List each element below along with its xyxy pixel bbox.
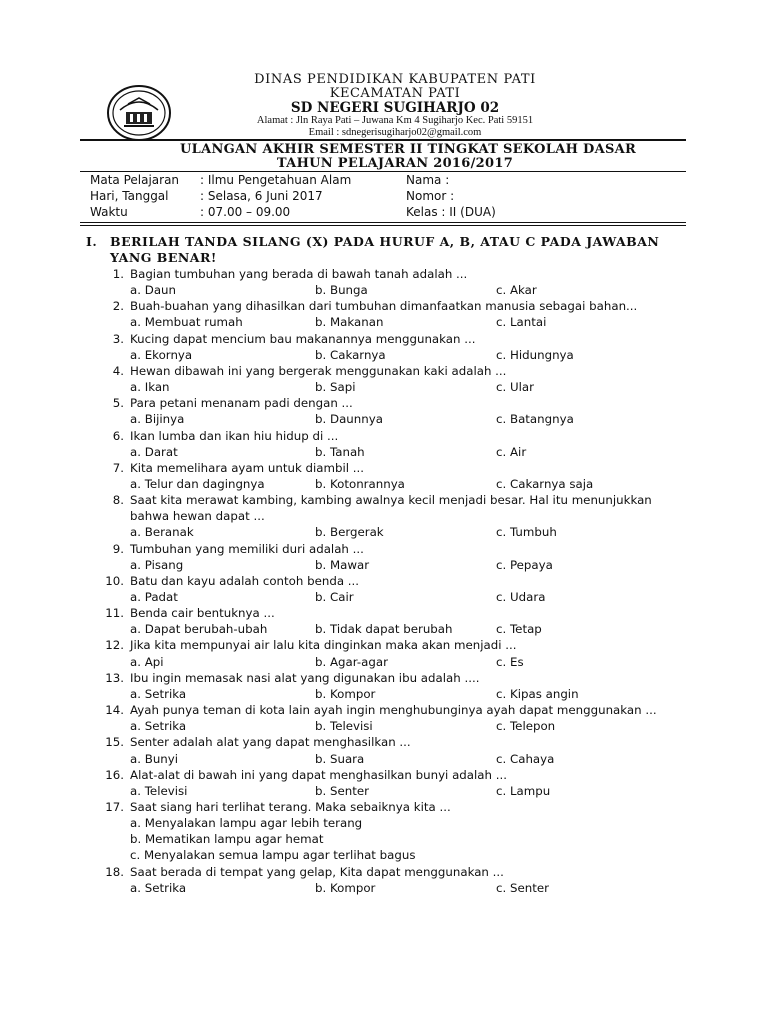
- section-number: I.: [86, 234, 98, 249]
- question-number: 11.: [105, 606, 124, 621]
- question-text: Batu dan kayu adalah contoh benda ...: [130, 573, 360, 588]
- header-district: KECAMATAN PATI: [329, 86, 461, 101]
- question-text: Ayah punya teman di kota lain ayah ingin menghubunginya ayah dapat menggunakan ...: [130, 703, 657, 718]
- question-text: Jika kita mempunyai air lalu kita dinginkan maka akan menjadi ...: [130, 638, 517, 653]
- answer-option: b. Bunga: [315, 283, 368, 298]
- class-label: Kelas : II (DUA): [406, 205, 496, 219]
- exam-title: ULANGAN AKHIR SEMESTER II TINGKAT SEKOLAH DASAR: [180, 142, 637, 157]
- question-number: 12.: [105, 638, 124, 653]
- answer-option: a. Setrika: [130, 686, 187, 701]
- question-number: 18.: [105, 864, 124, 879]
- answer-option: b. Tanah: [315, 444, 365, 459]
- question-text: Alat-alat di bawah ini yang dapat menghasilkan bunyi adalah ...: [130, 767, 508, 782]
- answer-option: b. Cair: [315, 590, 354, 604]
- exam-year: TAHUN PELAJARAN 2016/2017: [276, 156, 514, 171]
- question-number: 7.: [112, 460, 124, 475]
- answer-option: c. Cahaya: [496, 751, 555, 766]
- question-text: bahwa hewan dapat ...: [130, 509, 265, 524]
- answer-option: b. Mawar: [315, 557, 370, 572]
- question-number: 2.: [112, 299, 124, 314]
- answer-option: a. Menyalakan lampu agar lebih terang: [130, 816, 363, 831]
- answer-option: c. Telepon: [496, 719, 556, 734]
- answer-option: c. Tumbuh: [496, 525, 557, 540]
- question-number: 14.: [105, 703, 124, 718]
- district-seal-logo: [106, 84, 172, 142]
- question-text: Benda cair bentuknya ...: [130, 606, 275, 621]
- question-text: Ibu ingin memasak nasi alat yang digunakan ibu adalah ....: [130, 670, 480, 685]
- answer-option: b. Tidak dapat berubah: [315, 622, 453, 637]
- question-number: 13.: [105, 670, 124, 685]
- answer-option: b. Makanan: [315, 315, 384, 330]
- header-divider: [80, 139, 686, 141]
- answer-option: c. Air: [496, 444, 527, 459]
- answer-option: c. Menyalakan semua lampu agar terlihat bagus: [130, 848, 416, 863]
- answer-option: c. Kipas angin: [496, 686, 579, 701]
- question-number: 6.: [112, 428, 124, 443]
- question-text: Kita memelihara ayam untuk diambil ...: [130, 460, 365, 475]
- answer-option: c. Cakarnya saja: [496, 476, 594, 491]
- info-bottom-rule-2: [80, 225, 686, 226]
- answer-option: a. Dapat berubah-ubah: [130, 622, 268, 637]
- answer-option: a. Ekornya: [130, 347, 193, 362]
- question-number: 8.: [112, 493, 124, 508]
- answer-option: c. Hidungnya: [496, 347, 574, 362]
- time-label: Waktu: [90, 205, 128, 219]
- answer-option: a. Daun: [130, 283, 176, 298]
- answer-option: c. Senter: [496, 880, 549, 895]
- answer-option: a. Ikan: [130, 380, 170, 395]
- answer-option: a. Beranak: [130, 525, 194, 540]
- question-text: Saat kita merawat kambing, kambing awalnya kecil menjadi besar. Hal itu menunjukkan: [130, 493, 652, 508]
- question-text: Buah-buahan yang dihasilkan dari tumbuhan dimanfaatkan manusia sebagai bahan...: [130, 299, 638, 314]
- header-agency: DINAS PENDIDIKAN KABUPATEN PATI: [254, 72, 536, 87]
- question-number: 1.: [112, 267, 124, 281]
- answer-option: a. Membuat rumah: [130, 315, 243, 330]
- answer-option: a. Padat: [130, 590, 178, 604]
- answer-option: b. Kotonrannya: [315, 476, 405, 491]
- question-text: Saat siang hari terlihat terang. Maka sebaiknya kita ...: [130, 799, 451, 814]
- answer-option: b. Bergerak: [315, 525, 384, 540]
- answer-option: c. Batangnya: [496, 412, 574, 427]
- answer-option: b. Televisi: [315, 719, 373, 734]
- subject-value: : Ilmu Pengetahuan Alam: [200, 173, 352, 187]
- answer-option: a. Bijinya: [130, 412, 185, 427]
- header-address: Alamat : Jln Raya Pati – Juwana Km 4 Sugiharjo Kec. Pati 59151: [256, 115, 534, 126]
- subject-label: Mata Pelajaran: [90, 173, 180, 187]
- question-text: Senter adalah alat yang dapat menghasilkan ...: [130, 735, 411, 750]
- answer-option: a. Setrika: [130, 719, 187, 734]
- answer-option: b. Senter: [315, 783, 369, 798]
- answer-option: a. Pisang: [130, 557, 184, 572]
- question-text: Bagian tumbuhan yang berada di bawah tanah adalah ...: [130, 267, 468, 281]
- answer-option: a. Setrika: [130, 880, 187, 895]
- date-value: : Selasa, 6 Juni 2017: [200, 189, 323, 203]
- question-number: 4.: [112, 363, 124, 378]
- question-number: 10.: [105, 573, 124, 588]
- header-school: SD NEGERI SUGIHARJO 02: [290, 100, 500, 116]
- answer-option: a. Telur dan dagingnya: [130, 476, 265, 491]
- answer-option: c. Pepaya: [496, 557, 553, 572]
- date-label: Hari, Tanggal: [90, 189, 169, 203]
- answer-option: b. Kompor: [315, 880, 376, 895]
- answer-option: a. Api: [130, 654, 164, 669]
- question-text: Hewan dibawah ini yang bergerak menggunakan kaki adalah ...: [130, 363, 507, 378]
- question-number: 16.: [105, 767, 124, 782]
- answer-option: b. Mematikan lampu agar hemat: [130, 832, 324, 847]
- question-text: Kucing dapat mencium bau makanannya menggunakan ...: [130, 331, 476, 346]
- answer-option: b. Kompor: [315, 686, 376, 701]
- answer-option: b. Daunnya: [315, 412, 383, 427]
- answer-option: c. Tetap: [496, 622, 542, 637]
- question-number: 3.: [112, 331, 124, 346]
- question-text: Saat berada di tempat yang gelap, Kita dapat menggunakan ...: [130, 864, 504, 879]
- time-value: : 07.00 – 09.00: [200, 205, 291, 219]
- answer-option: c. Es: [496, 654, 524, 669]
- answer-option: c. Akar: [496, 283, 537, 298]
- question-text: Tumbuhan yang memiliki duri adalah ...: [130, 541, 364, 556]
- header-email: Email : sdnegerisugiharjo02@gmail.com: [308, 127, 482, 138]
- answer-option: c. Lantai: [496, 315, 547, 330]
- answer-option: b. Sapi: [315, 380, 356, 395]
- question-number: 15.: [105, 735, 124, 750]
- question-number: 17.: [105, 799, 124, 814]
- section-line-2: YANG BENAR!: [110, 250, 217, 265]
- answer-option: c. Ular: [496, 380, 534, 395]
- number-label: Nomor :: [406, 189, 455, 203]
- name-label: Nama :: [406, 173, 450, 187]
- answer-option: c. Lampu: [496, 783, 551, 798]
- info-bottom-rule-1: [80, 222, 686, 223]
- answer-option: a. Bunyi: [130, 751, 179, 766]
- question-number: 9.: [112, 541, 124, 556]
- answer-option: b. Cakarnya: [315, 347, 386, 362]
- section-line-1: BERILAH TANDA SILANG (X) PADA HURUF A, B, ATAU C PADA JAWABAN: [110, 234, 660, 249]
- question-number: 5.: [112, 396, 124, 411]
- answer-option: b. Suara: [315, 751, 365, 766]
- answer-option: a. Televisi: [130, 783, 188, 798]
- question-text: Ikan lumba dan ikan hiu hidup di ...: [130, 428, 339, 443]
- answer-option: c. Udara: [496, 590, 546, 604]
- answer-option: b. Agar-agar: [315, 654, 388, 669]
- answer-option: a. Darat: [130, 444, 178, 459]
- question-text: Para petani menanam padi dengan ...: [130, 396, 353, 411]
